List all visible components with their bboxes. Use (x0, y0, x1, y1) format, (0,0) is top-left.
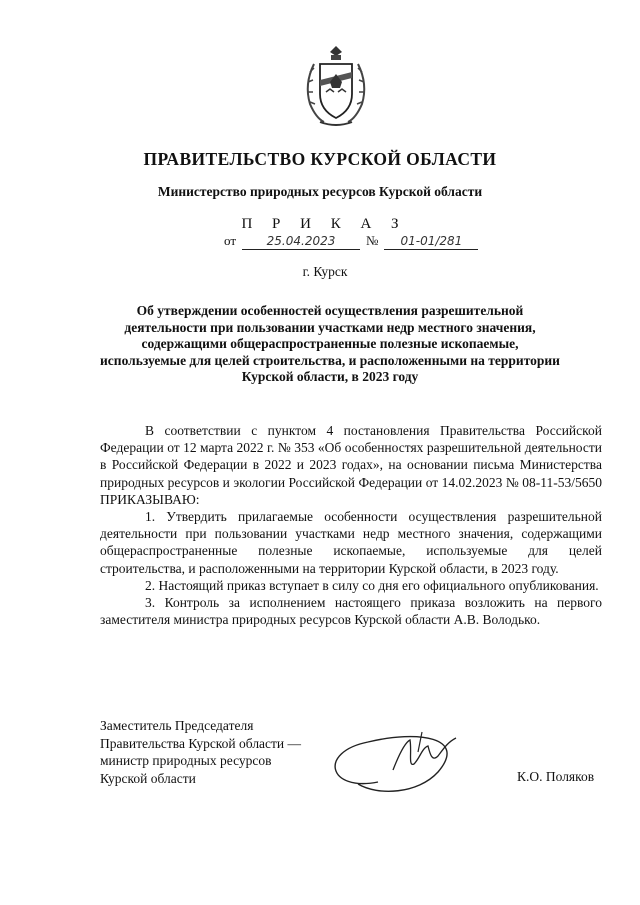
order-item-2: 2. Настоящий приказ вступает в силу со дня его официального опубликования. (145, 577, 599, 593)
signatory-line-4: Курской области (100, 770, 196, 786)
signatory-line-2: Правительства Курской области — (100, 735, 302, 751)
order-item-3: 3. Контроль за исполнением настоящего приказа возложить на первого заместителя министра природных ресурсов Курской области А.В. Володько. (100, 595, 602, 628)
signatory-title (100, 717, 301, 787)
signatory-line-1: Заместитель Председателя (100, 718, 254, 733)
coat-of-arms-emblem (300, 42, 372, 128)
order-date-number-line (224, 233, 478, 250)
document-body (100, 422, 602, 628)
signatory-line-3: министр природных ресурсов (100, 753, 272, 768)
order-date-field: 25.04.2023 (242, 234, 360, 250)
order-number-field: 01-01/281 (384, 234, 478, 250)
ministry-name: Министерство природных ресурсов Курской области (157, 184, 483, 199)
document-heading: Об утверждении особенностей осуществления разрешительной деятельности при пользовании участками недр местного значения, содержащими общераспространенные полезные ископаемые, используемые для целей строительства, и расположенными на территории Курской области, в 2023 году (100, 303, 560, 384)
order-word: П Р И К А З (241, 216, 407, 232)
date-prefix: от (224, 233, 237, 248)
government-title: ПРАВИТЕЛЬСТВО КУРСКОЙ ОБЛАСТИ (143, 149, 497, 169)
signatory-name: К.О. Поляков (517, 769, 595, 784)
handwritten-signature (318, 712, 518, 812)
preamble-paragraph: В соответствии с пунктом 4 постановления Правительства Российской Федерации от 12 марта 2022 г. № 353 «Об особенностях разрешительной деятельности в Российской Федерации в 2022 и 2023 годах», на основании письма Министерства природных ресурсов и экологии Российской Федерации от 14.02.2023 № 08-11-53/5650 ПРИКАЗЫВАЮ: (100, 423, 602, 507)
city: г. Курск (302, 264, 348, 279)
order-item-1: 1. Утвердить прилагаемые особенности осуществления разрешительной деятельности при пользовании участками недр местного значения, содержащими общераспространенные полезные ископаемые, используемые для целей строительства, и расположенными на территории Курской области, в 2023 году. (100, 509, 602, 576)
number-prefix: № (366, 233, 379, 248)
